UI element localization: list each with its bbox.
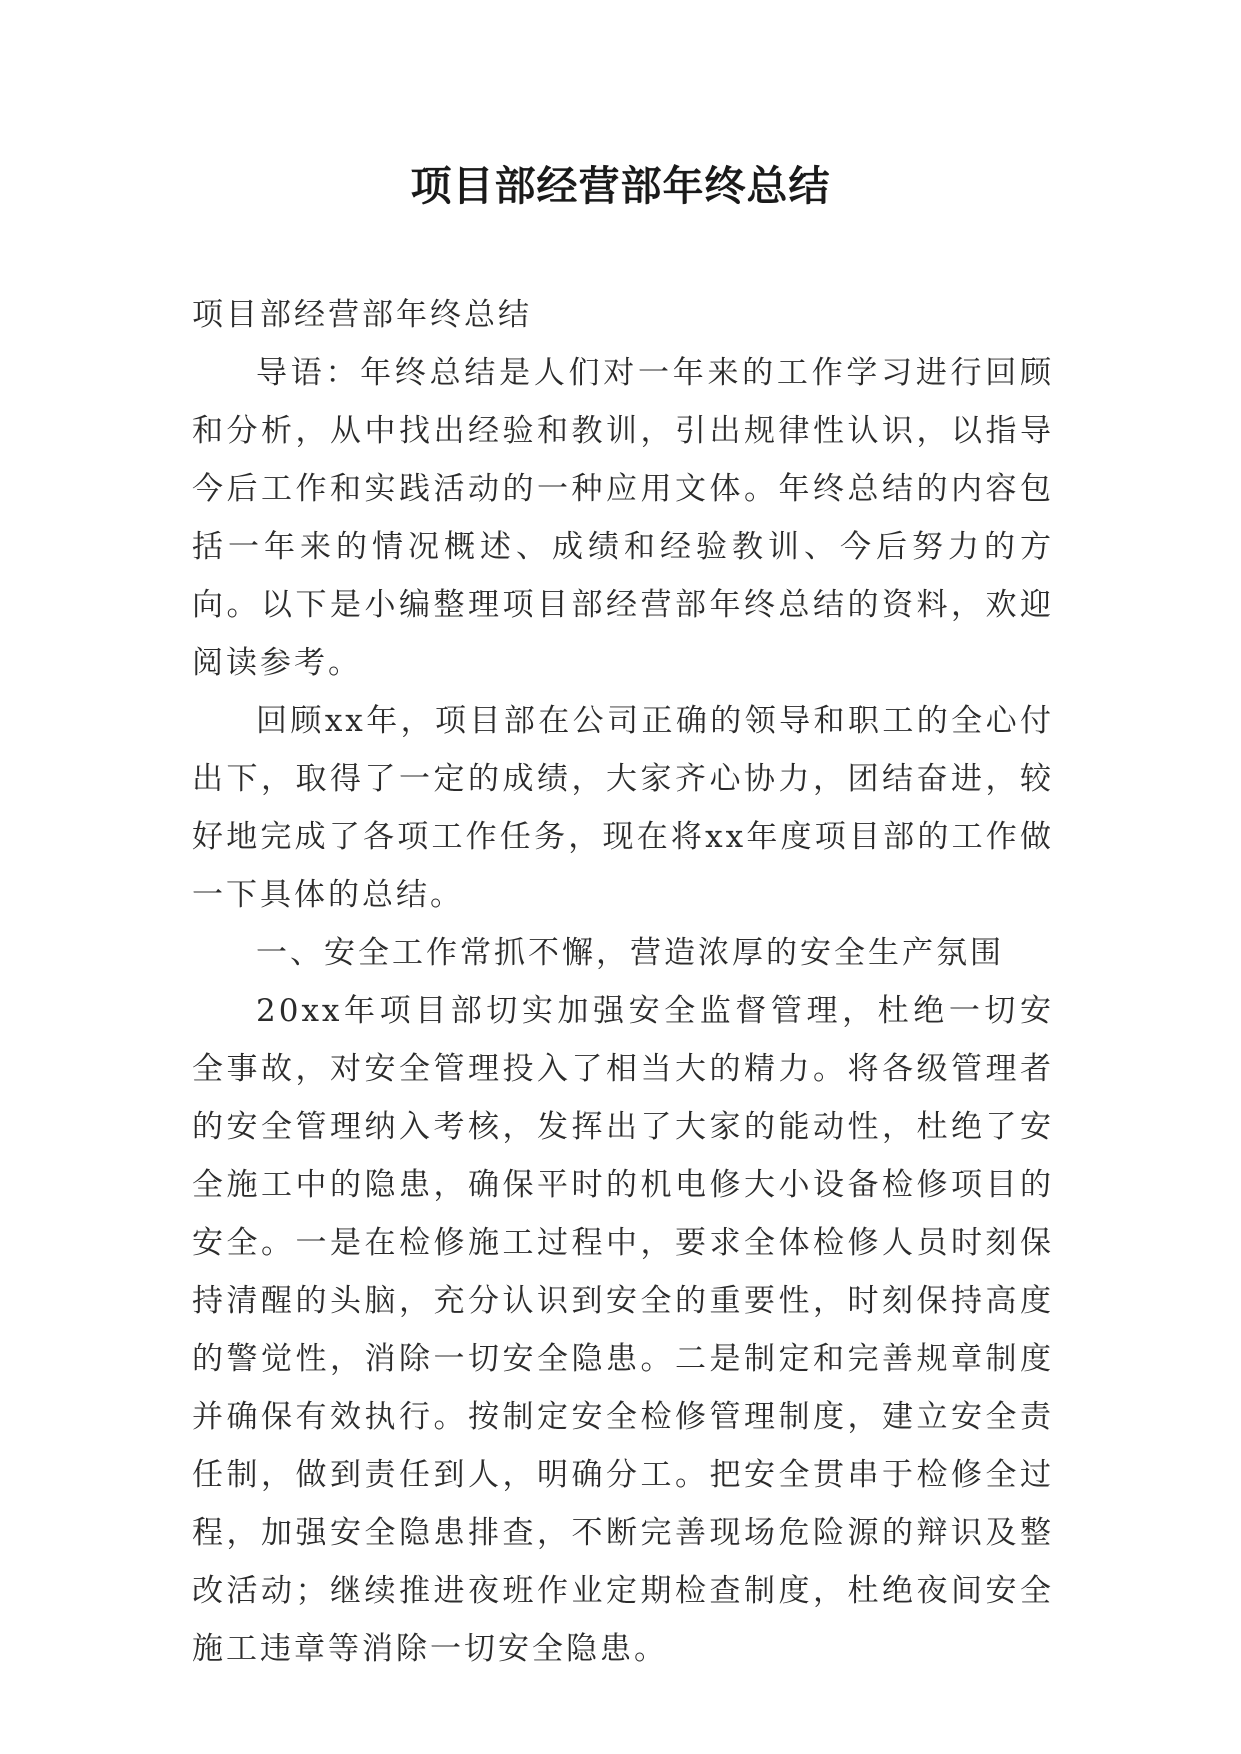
body-paragraph-heading: 项目部经营部年终总结 bbox=[192, 297, 532, 333]
body-paragraph-safety: 20xx年项目部切实加强安全监督管理，杜绝一切安全事故，对安全管理投入了相当大的精力。将各级管理者的安全管理纳入考核，发挥出了大家的能动性，杜绝了安全施工中的隐患，确保平时的机电修大小设备检修项目的安全。一是在检修施工过程中，要求全体检修人员时刻保持清醒的头脑，充分认识到安全的重要性，时刻保持高度的警觉性，消除一切安全隐患。二是制定和完善规章制度并确保有效执行。按制定安全检修管理制度，建立安全责任制，做到责任到人，明确分工。把安全贯串于检修全过程，加强安全隐患排查，不断完善现场危险源的辩识及整改活动；继续推进夜班作业定期检查制度，杜绝夜间安全施工违章等消除一切安全隐患。 bbox=[192, 993, 1054, 1667]
body-paragraph-review: 回顾xx年，项目部在公司正确的领导和职工的全心付出下，取得了一定的成绩，大家齐心协力，团结奋进，较好地完成了各项工作任务，现在将xx年度项目部的工作做一下具体的总结。 bbox=[192, 703, 1054, 913]
document-title: 项目部经营部年终总结 bbox=[410, 162, 831, 210]
section-heading-safety: 一、安全工作常抓不懈，营造浓厚的安全生产氛围 bbox=[256, 935, 1004, 971]
body-paragraph-intro: 导语：年终总结是人们对一年来的工作学习进行回顾和分析，从中找出经验和教训，引出规律性认识，以指导今后工作和实践活动的一种应用文体。年终总结的内容包括一年来的情况概述、成绩和经验教训、今后努力的方向。以下是小编整理项目部经营部年终总结的资料，欢迎阅读参考。 bbox=[192, 355, 1054, 681]
document-body bbox=[192, 286, 1054, 1678]
